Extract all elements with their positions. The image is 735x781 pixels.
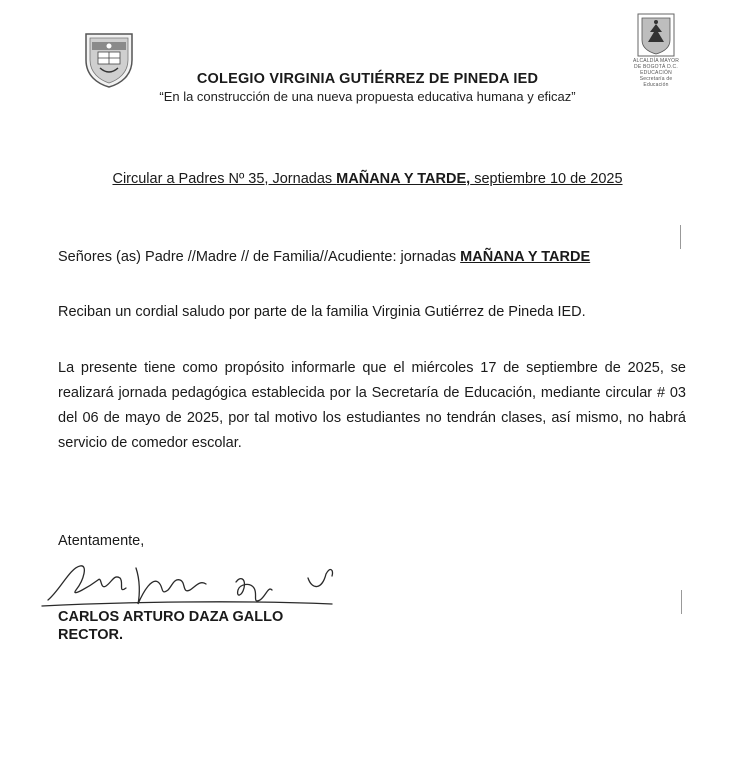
greeting-paragraph: Reciban un cordial saludo por parte de la familia Virginia Gutiérrez de Pineda IED. — [58, 304, 586, 320]
seal-line-3: EDUCACIÓN — [640, 70, 672, 76]
signer-name: CARLOS ARTURO DAZA GALLO — [58, 609, 284, 625]
circular-title — [0, 171, 735, 187]
salutation-jornadas: MAÑANA Y TARDE — [460, 249, 591, 265]
signer-title: RECTOR. — [58, 627, 123, 643]
seal-line-2: DE BOGOTÁ D.C. — [634, 64, 678, 70]
circular-prefix: Circular a Padres Nº 35, Jornadas — [112, 171, 337, 187]
salutation — [58, 245, 686, 270]
seal-line-1: ALCALDÍA MAYOR — [632, 58, 680, 64]
signer-block — [58, 608, 283, 644]
school-name: COLEGIO VIRGINIA GUTIÉRREZ DE PINEDA IED — [196, 71, 539, 87]
closing-text: Atentamente, — [58, 533, 145, 549]
salutation-text: Señores (as) Padre //Madre // de Familia//Acudiente: jornadas — [58, 249, 461, 265]
circular-date: septiembre 10 de 2025 — [470, 171, 623, 187]
circular-jornadas: MAÑANA Y TARDE, — [336, 171, 471, 187]
bogota-shield-icon — [630, 12, 682, 60]
body-paragraph: La presente tiene como propósito informarle que el miércoles 17 de septiembre de 2025, se realizará jornada pedagógica establecida por la Secretaría de Educación, mediante circular # 03 del 06 de mayo de 2025, por tal motivo los estudiantes no tendrán clases, así mismo, no habrá servicio de comedor escolar. — [58, 360, 686, 451]
handwritten-signature — [40, 560, 370, 615]
seal-line-4: Secretaría de Educación — [639, 76, 673, 88]
school-motto: “En la construcción de una nueva propuesta educativa humana y eficaz” — [159, 89, 576, 104]
scan-edge-mark — [680, 225, 681, 249]
scan-edge-mark — [681, 590, 682, 614]
